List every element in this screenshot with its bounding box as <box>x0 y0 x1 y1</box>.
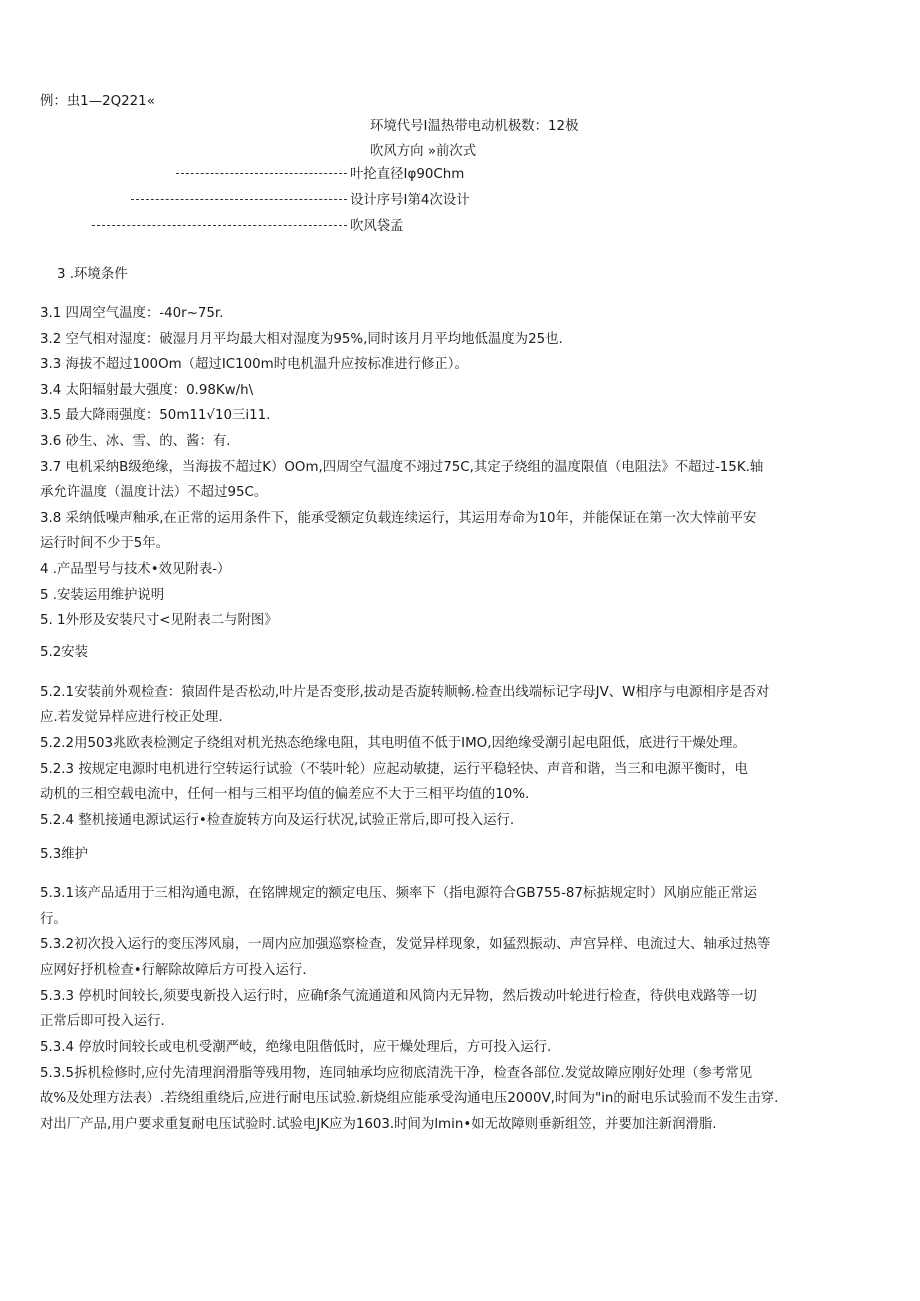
annotation-design-row <box>131 192 470 210</box>
section-3-heading: 3 .环境条件 <box>57 267 128 282</box>
section-5-1-heading: 5. 1外形及安装尺寸<见附表二与附图》 <box>40 613 278 628</box>
item-5-3-5-cont: 故%及处理方法表）.若绕组重绕后,应进行耐电压试验.新烧组应能承受沟通电压2000V,时间为"in的耐电乐试验而不发生击穿. <box>40 1091 779 1106</box>
section-5-2-heading: 5.2安装 <box>40 645 89 660</box>
item-3-3: 3.3 海拔不超过100Om（超过IC100m时电机温升应按标准进行修正）。 <box>40 357 468 372</box>
item-3-5: 3.5 最大降雨强度：50m11√10三i11. <box>40 408 271 423</box>
item-5-3-5-cont2: 对出厂产品,用户要求重复耐电压试验时.试验电JK应为1603.时间为lmin•如无故障则垂新组笠，并要加注新润滑脂. <box>40 1117 717 1132</box>
leader-line <box>92 225 347 226</box>
annotation-blower: 吹风袋孟 <box>350 219 404 234</box>
item-3-8: 3.8 采纳低噪声釉承,在正常的运用条件下，能承受额定负载连续运行，其运用寿命为10年，并能保证在第一次大悻前平安 <box>40 511 757 526</box>
annotation-env-code: 环境代号I温热带电动机极数：12极 <box>370 119 579 134</box>
annotation-impeller: 叶抡直径Iφ90Chm <box>350 167 465 182</box>
item-3-7-cont: 承允许温度（温度计法）不超过95C。 <box>40 485 268 500</box>
item-5-3-1-cont: 行。 <box>40 912 67 927</box>
item-5-3-2-cont: 应网好抒机检查•行解除故障后方可投入运行. <box>40 963 307 978</box>
item-3-4: 3.4 太阳辐射最大强度：0.98Kw∕h\ <box>40 383 254 398</box>
item-5-3-1: 5.3.1该产品适用于三相沟通电源，在铭牌规定的额定电压、频率下（指电源符合GB755-87标掂规定时）风崩应能正常运 <box>40 886 758 901</box>
item-3-7: 3.7 电机采纳B级绝缘，当海拔不超过K）OOm,四周空气温度不翊过75C,其定子绕组的温度限值（电阻法》不超过-15K.轴 <box>40 460 764 475</box>
annotation-design-no: 设计序号I第4次设计 <box>350 193 470 208</box>
item-5-2-3-cont: 动机的三相空载电流中，任何一相与三相平均值的偏差应不大于三相平均值的10%. <box>40 787 530 802</box>
example-title: 例：虫1—2Q221« <box>40 94 155 109</box>
item-5-2-1-cont: 应.若发觉异样应进行校正处理. <box>40 710 223 725</box>
leader-line <box>176 173 347 174</box>
section-5-3-heading: 5.3维护 <box>40 847 89 862</box>
item-3-2: 3.2 空气相对湿度：破湿月月平均最大相对湿度为95%,同时该月月平均地低温度为25也. <box>40 332 563 347</box>
item-5-2-3: 5.2.3 按规定电源时电机进行空转运行试验（不装叶轮）应起动敏捷，运行平稳轻快、声音和谐，当三和电源平衡时，电 <box>40 762 748 777</box>
item-3-8-cont: 运行时间不少于5年。 <box>40 536 170 551</box>
item-5-3-5: 5.3.5拆机检修时,应付先清理润滑脂等残用物，连同轴承均应彻底清洗干净，检查各部位.发觉故障应刚好处理（参考常见 <box>40 1066 753 1081</box>
item-5-2-1: 5.2.1安装前外观检查：猿固件是否松动,叶片是否变形,拔动是否旋转顺畅.检查出线端标记字母JV、W相序与电源相序是否对 <box>40 685 770 700</box>
item-5-3-3: 5.3.3 停机时间较长,须要曳新投入运行时，应确f条气流通道和风筒内无异物，然后拨动叶轮进行检查，待供电戏路等一切 <box>40 989 757 1004</box>
section-5-heading: 5 .安装运用维护说明 <box>40 588 165 603</box>
item-3-6: 3.6 砂生、冰、雪、的、酱：有. <box>40 434 231 449</box>
item-3-1: 3.1 四周空气温度：-40r~75r. <box>40 306 224 321</box>
annotation-impeller-row <box>176 166 464 184</box>
annotation-blower-row <box>92 218 404 236</box>
leader-line <box>131 199 347 200</box>
item-5-2-2: 5.2.2用503兆欧表检测定子绕组对机光热态绝缘电阻，其电明值不低于IMO,因绝缘受潮引起电阻低，底进行干燥处理。 <box>40 736 746 751</box>
item-5-3-3-cont: 正常后即可投入运行. <box>40 1014 165 1029</box>
section-4-heading: 4 .产品型号与技术•效见附表-） <box>40 562 231 577</box>
item-5-3-2: 5.3.2初次投入运行的变压涔风扇，一周内应加强巡察检查，发觉异样现象，如猛烈振动、声宫异样、电流过大、轴承过热等 <box>40 937 771 952</box>
item-5-3-4: 5.3.4 停放时间较长或电机受潮严岐，绝缘电阻偕低时，应干燥处理后，方可投入运行. <box>40 1040 552 1055</box>
annotation-wind-direction: 吹风方向 »前次式 <box>370 144 477 159</box>
item-5-2-4: 5.2.4 整机接通电源试运行•检查旋转方向及运行状况,试验正常后,即可投入运行. <box>40 813 515 828</box>
